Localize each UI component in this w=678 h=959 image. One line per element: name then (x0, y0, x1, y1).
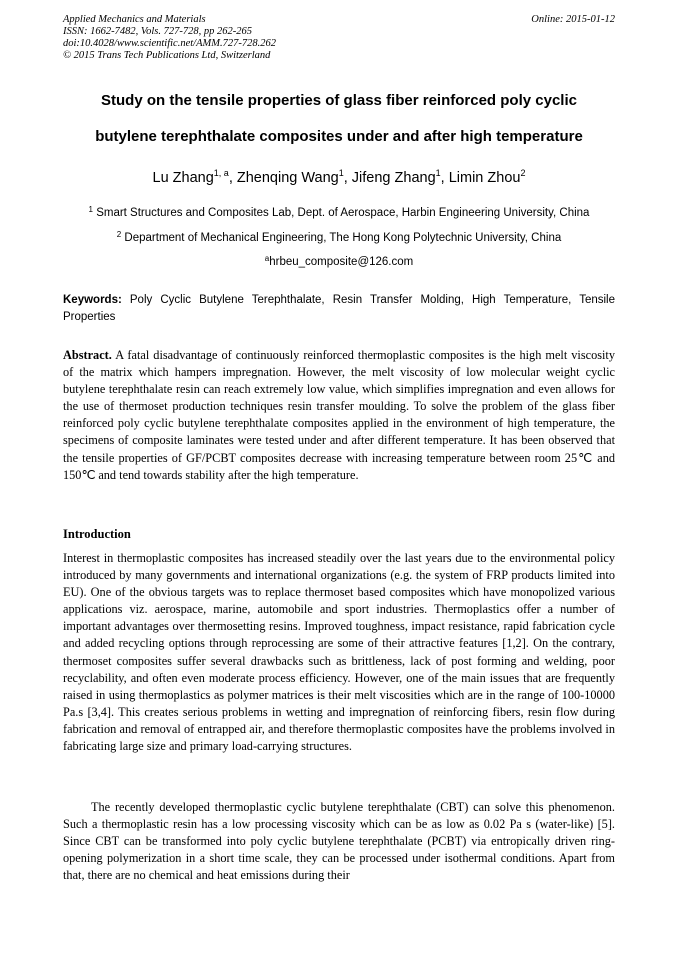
author-name: Limin Zhou (448, 170, 521, 186)
keywords-label: Keywords: (63, 294, 122, 306)
online-date: Online: 2015-01-12 (531, 14, 615, 25)
affiliation-1 (40, 205, 638, 219)
abstract-label: Abstract. (63, 348, 112, 362)
author-affiliation-mark: 1 (338, 168, 344, 178)
keywords-section (63, 292, 615, 326)
affiliation-mark: 1 (88, 205, 93, 214)
author-list: Lu Zhang$^{1, a}$, Zhenqing Wang$^1$, Jifeng Zhang$^1$, Limin Zhou$^2$ (152, 168, 526, 186)
affiliation-mark: 2 (116, 230, 122, 239)
affiliation-2 (40, 230, 638, 244)
paragraph-text: The recently developed thermoplastic cyclic butylene terephthalate (CBT) can solve this phenomenon. Such a thermoplastic resin has a low processing viscosity which can be as low as 0.02 Pa s (water-like) [5]. Since CBT can be transformed into poly cyclic butylene terephthalate (PCBT) via entropically driven ring-opening polymerization in a short time scale, they can be processed under isothermal conditions. Apart from that, there are no chemical and heat emissions during their (63, 800, 615, 883)
introduction-paragraph-2 (63, 799, 615, 884)
keywords-text: Poly Cyclic Butylene Terephthalate, Resin Transfer Molding, High Temperature, Tensile Properties (63, 294, 615, 323)
author-name: Lu Zhang (152, 170, 214, 186)
paper-title-line-2: butylene terephthalate composites under and after high temperature (95, 128, 583, 145)
author-name: Jifeng Zhang (351, 170, 436, 186)
doi-line[interactable]: doi:10.4028/www.scientific.net/AMM.727-728.262 (63, 38, 276, 49)
author-affiliation-mark: 2 (520, 168, 526, 178)
email-mark: a (264, 254, 270, 263)
journal-header (63, 14, 615, 62)
affiliation-text: Smart Structures and Composites Lab, Dept. of Aerospace, Harbin Engineering University, China (96, 207, 590, 219)
introduction-paragraph-1 (63, 550, 615, 755)
paper-title-line-1: Study on the tensile properties of glass fiber reinforced poly cyclic (101, 92, 577, 109)
affiliation-text: Department of Mechanical Engineering, The Hong Kong Polytechnic University, China (124, 232, 562, 244)
issn-line: ISSN: 1662-7482, Vols. 727-728, pp 262-265 (63, 26, 252, 37)
author-name: Zhenqing Wang (236, 170, 339, 186)
introduction-heading: Introduction (63, 527, 131, 541)
abstract-text: A fatal disadvantage of continuously reinforced thermoplastic composites is the high melt viscosity of the matrix which hampers impregnation. However, the melt viscosity of low molecular weight cyclic butylene terephthalate resin can reach extremely low value, which simplifies impregnation and even allows for the use of thermoset production techniques resin transfer moulding. To solve the problem of the glass fiber reinforced poly cyclic butylene terephthalate composites applied in the environment of high temperature, the specimens of composite laminates were tested under and after different temperature. It has been observed that the tensile properties of GF/PCBT composites decrease with increasing temperature between room 25℃ and 150℃ and tend towards stability after the high temperature. (63, 348, 615, 482)
paragraph-text: Interest in thermoplastic composites has increased steadily over the last years due to the environmental policy introduced by many governments and international organizations (e.g. the system of FRP products limited into EU). One of the obvious targets was to replace thermoset based composites which have monopolized various applications viz. aerospace, marine, automobile and sport industries. Thermoplastics offer a number of important advantages over thermosetting resins. Improved toughness, impact resistance, rapid fabrication cycle and added recycling options through reprocessing are some of their attractive features [1,2]. On the contrary, thermoset composites suffer several drawbacks such as brittleness, lack of post forming and welding, poor recyclability, and often even moderate process efficiency. However, one of the main issues that are frequently raised in using thermoplastics as polymer matrices is their melt viscosities which are in the range of 100-10000 Pa.s [3,4]. This creates serious problems in wetting and impregnation of reinforcing fibers, resin flow during fabrication and removal of entrapped air, and therefore thermoplastic composites have the problems involved in fabricating large size and primary load-carrying structures. (63, 551, 615, 754)
author-affiliation-mark: 1 (435, 168, 441, 178)
copyright-line: © 2015 Trans Tech Publications Ltd, Switzerland (63, 50, 271, 61)
email-address[interactable]: hrbeu_composite@126.com (269, 256, 414, 268)
author-email (40, 254, 638, 268)
author-affiliation-mark: 1, a (213, 168, 229, 178)
journal-name: Applied Mechanics and Materials (63, 14, 206, 25)
abstract-section (63, 347, 615, 484)
